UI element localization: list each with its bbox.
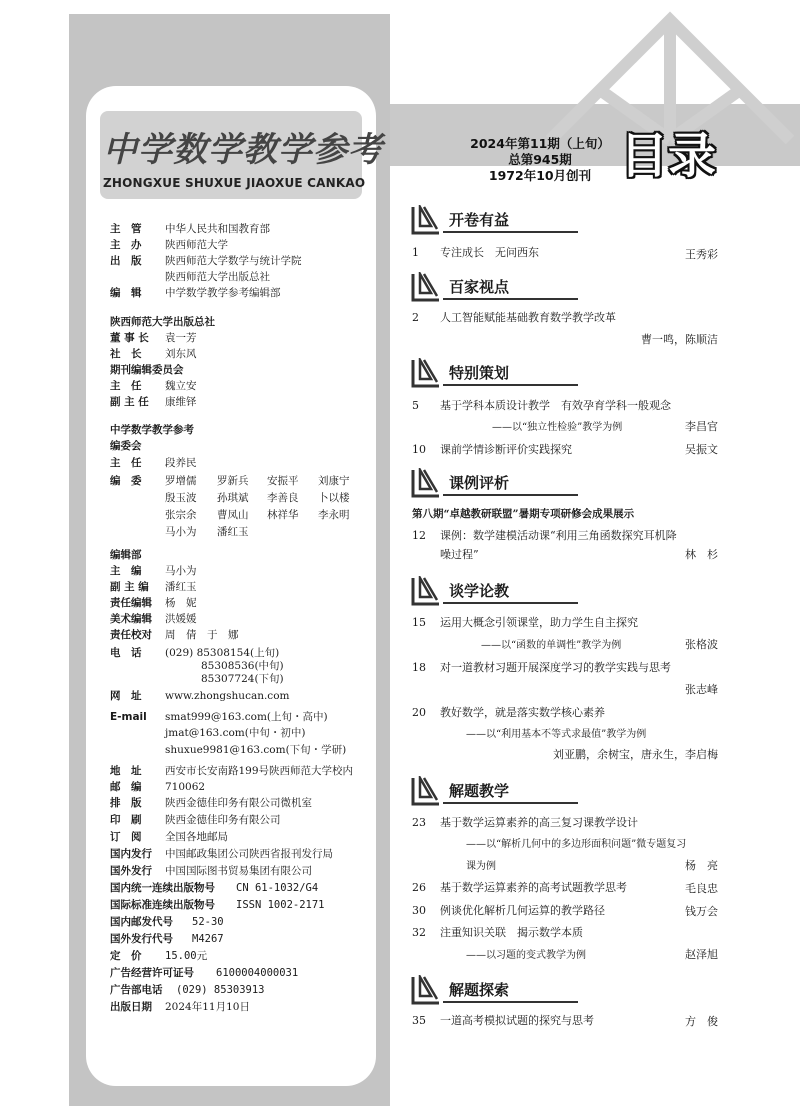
board-member: 卜以楼 — [318, 492, 350, 504]
toc-page: 26 — [412, 881, 426, 894]
section-rule — [443, 298, 578, 300]
section-kaijuan — [409, 205, 579, 235]
label-guonei-faxing: 国内发行 — [110, 848, 152, 860]
label-phone: 电 话 — [110, 647, 142, 659]
toc-article-title[interactable]: 例谈优化解析几何运算的教学路径 — [440, 904, 605, 917]
label-ad-license: 广告经营许可证号 — [110, 967, 194, 979]
label-jiaodui: 责任校对 — [110, 629, 152, 641]
label-shezhang: 社 长 — [110, 348, 142, 360]
toc-author: 方 俊 — [685, 1015, 718, 1028]
toc-article-title[interactable]: 对一道教材习题开展深度学习的教学实践与思考 — [440, 661, 671, 674]
value-phone-1: (029) 85308154(上旬) — [165, 647, 280, 659]
section-tebie — [409, 358, 579, 388]
value-board-zhuren: 段养民 — [165, 457, 197, 469]
value-post-dom: 52-30 — [192, 916, 224, 928]
issue-number: 2024年第11期（上旬） — [470, 136, 610, 151]
value-jiaodui: 周 倩 于 娜 — [165, 629, 239, 641]
label-price: 定 价 — [110, 950, 142, 962]
label-fuzhubian: 副 主 编 — [110, 581, 149, 593]
section-rule — [443, 384, 578, 386]
label-dongshizhang: 董 事 长 — [110, 332, 149, 344]
label-issn: 国际标准连续出版物号 — [110, 899, 215, 911]
label-email: E-mail — [110, 711, 147, 723]
label-yinshua: 印 刷 — [110, 814, 142, 826]
value-committee-fuzhuren: 康维铎 — [165, 396, 197, 408]
section-rule — [443, 494, 578, 496]
label-board-members: 编 委 — [110, 475, 142, 487]
toc-page: 12 — [412, 529, 426, 542]
toc-article-title-cont[interactable]: 噪过程” — [440, 548, 479, 561]
toc-article-title[interactable]: 基于数学运算素养的高三复习课教学设计 — [440, 816, 638, 829]
section-jieti — [409, 776, 579, 806]
toc-page: 18 — [412, 661, 426, 674]
section-marker-icon — [411, 358, 441, 388]
toc-author: 王秀彩 — [685, 248, 718, 261]
value-email-2: jmat@163.com(中旬・初中) — [165, 727, 306, 739]
value-zhuban: 陕西师范大学 — [165, 239, 228, 251]
toc-article-title[interactable]: 基于数学运算素养的高考试题教学思考 — [440, 881, 627, 894]
label-committee-zhuren: 主 任 — [110, 380, 142, 392]
toc-page: 23 — [412, 816, 426, 829]
toc-page: 15 — [412, 616, 426, 629]
board-member: 刘康宁 — [318, 475, 350, 487]
value-cn: CN 61-1032/G4 — [236, 882, 319, 894]
toc-page: 5 — [412, 399, 419, 412]
board-member: 殷玉波 — [165, 492, 197, 504]
label-committee-fuzhuren: 副 主 任 — [110, 396, 149, 408]
value-chuban-2: 陕西师范大学出版总社 — [165, 271, 270, 283]
label-pub-date: 出版日期 — [110, 1001, 152, 1013]
board-member: 李永明 — [318, 509, 350, 521]
toc-subtitle: ——以“函数的单调性”教学为例 — [481, 640, 622, 651]
value-email-3: shuxue9981@163.com(下旬・学研) — [165, 744, 347, 756]
toc-page: 35 — [412, 1014, 426, 1027]
board-member: 罗新兵 — [217, 475, 249, 487]
toc-author: 吴振文 — [685, 443, 718, 456]
board-member: 安振平 — [267, 475, 299, 487]
section-title: 百家视点 — [449, 278, 510, 296]
toc-page: 2 — [412, 311, 419, 324]
label-guowai-faxing: 国外发行 — [110, 865, 152, 877]
section-title: 解题教学 — [449, 782, 510, 800]
board-heading-2: 编委会 — [110, 440, 142, 452]
toc-article-title[interactable]: 课例：数学建模活动课“利用三角函数探究耳机降 — [440, 529, 677, 542]
board-member: 李善良 — [267, 492, 299, 504]
toc-author: 杨 亮 — [685, 859, 718, 872]
label-zhuguan: 主 管 — [110, 223, 142, 235]
section-marker-icon — [411, 776, 441, 806]
toc-author: 李昌官 — [685, 420, 718, 433]
value-web: www.zhongshucan.com — [165, 690, 290, 702]
total-issue: 总第945期 — [508, 152, 572, 167]
board-member: 张宗余 — [165, 509, 197, 521]
toc-banner: 第八期“卓越教研联盟”暑期专项研修会成果展示 — [412, 508, 635, 520]
committee-heading: 期刊编辑委员会 — [110, 364, 184, 376]
section-marker-icon — [411, 272, 441, 302]
section-marker-icon — [411, 205, 441, 235]
section-rule — [443, 1001, 578, 1003]
label-zhubian: 主 编 — [110, 565, 142, 577]
value-ad-phone: (029) 85303913 — [176, 984, 265, 996]
value-zhubian: 马小为 — [165, 565, 197, 577]
section-tansuo — [409, 975, 579, 1005]
value-paiban: 陕西金德佳印务有限公司微机室 — [165, 797, 312, 809]
toc-article-title[interactable]: 教好数学，就是落实数学核心素养 — [440, 706, 605, 719]
press-heading: 陕西师范大学出版总社 — [110, 316, 215, 328]
label-post-dom: 国内邮发代号 — [110, 916, 173, 928]
value-shezhang: 刘东风 — [165, 348, 197, 360]
value-dingyue: 全国各地邮局 — [165, 831, 228, 843]
value-guonei-faxing: 中国邮政集团公司陕西省报刊发行局 — [165, 848, 333, 860]
label-post-int: 国外发行代号 — [110, 933, 173, 945]
value-email-1: smat999@163.com(上旬・高中) — [165, 711, 328, 723]
board-member: 潘红玉 — [217, 526, 249, 538]
board-member: 罗增儒 — [165, 475, 197, 487]
label-cn: 国内统一连续出版物号 — [110, 882, 215, 894]
toc-subtitle: ——以“独立性检验”教学为例 — [492, 422, 623, 433]
toc-author: 曹一鸣，陈顺洁 — [641, 333, 718, 346]
label-web: 网 址 — [110, 690, 142, 702]
board-member: 马小为 — [165, 526, 197, 538]
section-baijia — [409, 272, 579, 302]
value-dongshizhang: 袁一芳 — [165, 332, 197, 344]
board-member: 孙琪斌 — [217, 492, 249, 504]
toc-author: 林 杉 — [685, 548, 718, 561]
section-keli — [409, 468, 579, 498]
toc-article-title[interactable]: 基于学科本质设计教学 有效孕育学科一般观念 — [440, 399, 671, 412]
value-issn: ISSN 1002-2171 — [236, 899, 325, 911]
toc-page: 32 — [412, 926, 426, 939]
value-guowai-faxing: 中国国际图书贸易集团有限公司 — [165, 865, 312, 877]
label-postcode: 邮 编 — [110, 781, 142, 793]
value-phone-3: 85307724(下旬) — [201, 673, 284, 685]
toc-page: 10 — [412, 443, 426, 456]
section-tanxue — [409, 576, 579, 606]
toc-subtitle: ——以习题的变式教学为例 — [466, 950, 586, 961]
board-heading-1: 中学数学教学参考 — [110, 424, 194, 436]
toc-author: 张志峰 — [685, 683, 718, 696]
value-address: 西安市长安南路199号陕西师范大学校内 — [165, 765, 354, 777]
value-chuban-1: 陕西师范大学数学与统计学院 — [165, 255, 302, 267]
label-paiban: 排 版 — [110, 797, 142, 809]
toc-page: 30 — [412, 904, 426, 917]
toc-page: 1 — [412, 246, 419, 259]
section-title: 开卷有益 — [449, 211, 510, 229]
toc-author: 赵泽旭 — [685, 948, 718, 961]
section-rule — [443, 602, 578, 604]
board-member: 曹凤山 — [217, 509, 249, 521]
label-chuban: 出 版 — [110, 255, 142, 267]
toc-author: 钱万会 — [685, 905, 718, 918]
value-committee-zhuren: 魏立安 — [165, 380, 197, 392]
section-title: 特别策划 — [449, 364, 510, 382]
toc-article-title[interactable]: 运用大概念引领课堂，助力学生自主探究 — [440, 616, 638, 629]
toc-author: 张格波 — [685, 638, 718, 651]
toc-article-title[interactable]: 课前学情诊断评价实践探究 — [440, 443, 572, 456]
section-marker-icon — [411, 975, 441, 1005]
value-pub-date: 2024年11月10日 — [165, 1001, 250, 1013]
value-zhuguan: 中华人民共和国教育部 — [165, 223, 270, 235]
section-title: 谈学论教 — [449, 582, 510, 600]
section-marker-icon — [411, 576, 441, 606]
label-ad-phone: 广告部电话 — [110, 984, 163, 996]
label-zhuban: 主 办 — [110, 239, 142, 251]
label-zerenbianji: 责任编辑 — [110, 597, 152, 609]
toc-subtitle: ——以“利用基本不等式求最值”教学为例 — [466, 729, 647, 740]
toc-subtitle-cont: 课为例 — [466, 861, 496, 872]
founded-date: 1972年10月创刊 — [488, 168, 592, 183]
label-meishu: 美术编辑 — [110, 613, 152, 625]
toc-article-title[interactable]: 注重知识关联 揭示数学本质 — [440, 926, 583, 939]
value-post-int: M4267 — [192, 933, 224, 945]
value-ad-license: 6100004000031 — [216, 967, 299, 979]
journal-title-calligraphy: 中学数学教学参考 — [103, 130, 383, 170]
toc-page: 20 — [412, 706, 426, 719]
issue-info — [470, 136, 610, 184]
journal-title-pinyin: ZHONGXUE SHUXUE JIAOXUE CANKAO — [103, 176, 366, 190]
toc-author: 刘亚鹏，余树宝，唐永生，李启梅 — [553, 748, 718, 761]
value-yinshua: 陕西金德佳印务有限公司 — [165, 814, 281, 826]
board-member: 林祥华 — [267, 509, 299, 521]
label-board-zhuren: 主 任 — [110, 457, 142, 469]
toc-article-title[interactable]: 人工智能赋能基础教育数学教学改革 — [440, 311, 616, 324]
label-address: 地 址 — [110, 765, 142, 777]
value-meishu: 洪媛媛 — [165, 613, 197, 625]
toc-subtitle: ——以“解析几何中的多边形面积问题”微专题复习 — [466, 839, 687, 850]
section-marker-icon — [411, 468, 441, 498]
value-price: 15.00元 — [165, 950, 208, 962]
dept-heading: 编辑部 — [110, 549, 142, 561]
value-zerenbianji: 杨 妮 — [165, 597, 197, 609]
value-postcode: 710062 — [165, 781, 206, 793]
toc-author: 毛良忠 — [685, 882, 718, 895]
section-title: 解题探索 — [449, 981, 510, 999]
section-title: 课例评析 — [449, 474, 510, 492]
section-rule — [443, 802, 578, 804]
section-rule — [443, 231, 578, 233]
toc-article-title[interactable]: 专注成长 无问西东 — [440, 246, 539, 259]
label-bianji: 编 辑 — [110, 287, 142, 299]
toc-heading: 目录 — [620, 128, 717, 184]
value-fuzhubian: 潘红玉 — [165, 581, 197, 593]
value-phone-2: 85308536(中旬) — [201, 660, 284, 672]
value-bianji: 中学数学教学参考编辑部 — [165, 287, 281, 299]
label-dingyue: 订 阅 — [110, 831, 142, 843]
toc-article-title[interactable]: 一道高考模拟试题的探究与思考 — [440, 1014, 594, 1027]
